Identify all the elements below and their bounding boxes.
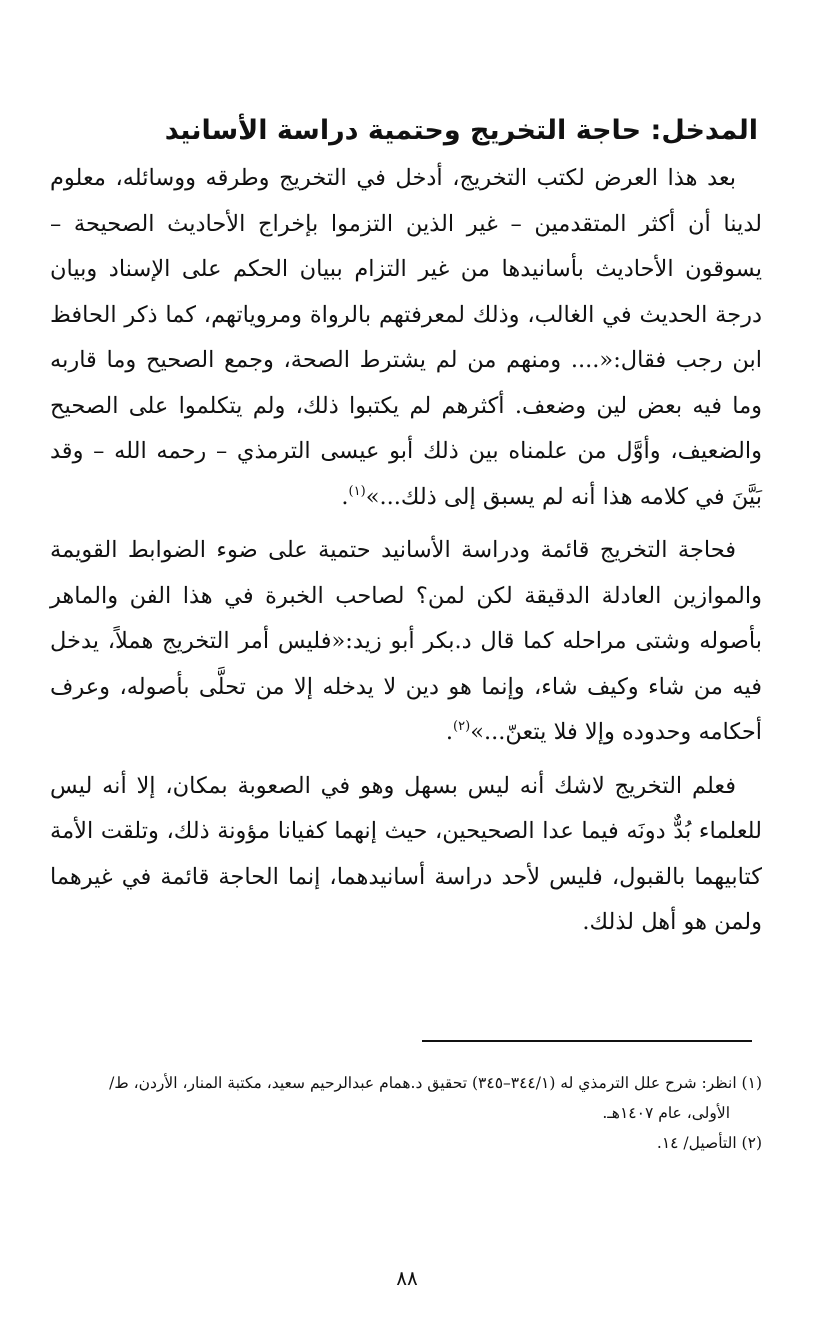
- footnotes: [50, 1068, 762, 1158]
- footnote-ref-2[interactable]: (٢): [453, 719, 471, 734]
- footnote-1-line-1: (١) انظر: شرح علل الترمذي له (٣٤٤/١–٣٤٥) تحقيق د.همام عبدالرحيم سعيد، مكتبة المنار، الأردن، ط/: [109, 1074, 762, 1092]
- footnote-ref-1[interactable]: (١): [348, 483, 366, 499]
- page-body: [50, 112, 762, 946]
- footnote-separator: [422, 1040, 752, 1042]
- paragraph-2-end: .: [445, 719, 454, 745]
- paragraph-1-end: .: [341, 483, 349, 510]
- footnote-1-line-2: الأولى، عام ١٤٠٧هـ.: [602, 1104, 730, 1122]
- paragraph-2-text: فحاجة التخريج قائمة ودراسة الأسانيد حتمية على ضوء الضوابط القويمة والموازين العادلة الدقيقة لكن لمن؟ لصاحب الخبرة في هذا الفن والماهر بأصوله وشتى مراحله كما قال د.بكر أبو زيد:«فليس أمر التخريج هملاً، يدخل فيه من شاء وكيف شاء، وإنما هو دين لا يدخله إلا من تحلَّى بأصوله، وعرف أحكامه وحدوده وإلا فلا يتعنّ...»: [50, 537, 762, 745]
- footnote-2: (٢) التأصيل/ ١٤.: [656, 1134, 762, 1152]
- page-number: ٨٨: [396, 1266, 418, 1290]
- paragraph-1: [50, 156, 762, 520]
- paragraph-1-text: بعد هذا العرض لكتب التخريج، أدخل في التخريج وطرقه ووسائله، معلوم لدينا أن أكثر المتقدمين – غير الذين التزموا بإخراج الأحاديث الصحيحة – يسوقون الأحاديث بأسانيدها من غير التزام ببيان الحكم على الإسناد وبيان درجة الحديث في الغالب، وذلك لمعرفتهم بالرواة ومروياتهم، كما ذكر الحافظ ابن رجب فقال:«.... ومنهم من لم يشترط الصحة، وجمع الصحيح وما قاربه وما فيه بعض لين وضعف. أكثرهم لم يكتبوا ذلك، ولم يتكلموا على الصحيح والضعيف، وأوَّل من علمناه بين ذلك أبو عيسى الترمذي – رحمه الله – وقد بَيَّنَ في كلامه هذا أنه لم يسبق إلى ذلك...»: [50, 165, 763, 510]
- section-heading: المدخل: حاجة التخريج وحتمية دراسة الأسانيد: [164, 115, 758, 146]
- paragraph-2: [50, 528, 762, 756]
- paragraph-3: [50, 764, 762, 946]
- paragraph-3-text: فعلم التخريج لاشك أنه ليس بسهل وهو في الصعوبة بمكان، إلا أنه ليس للعلماء بُدٌّ دونَه فيما عدا الصحيحين، حيث إنهما كفيانا مؤونة ذلك، وتلقت الأمة كتابيهما بالقبول، فليس لأحد دراسة أسانيدهما، إنما الحاجة قائمة في غيرهما ولمن هو أهل لذلك.: [50, 772, 762, 935]
